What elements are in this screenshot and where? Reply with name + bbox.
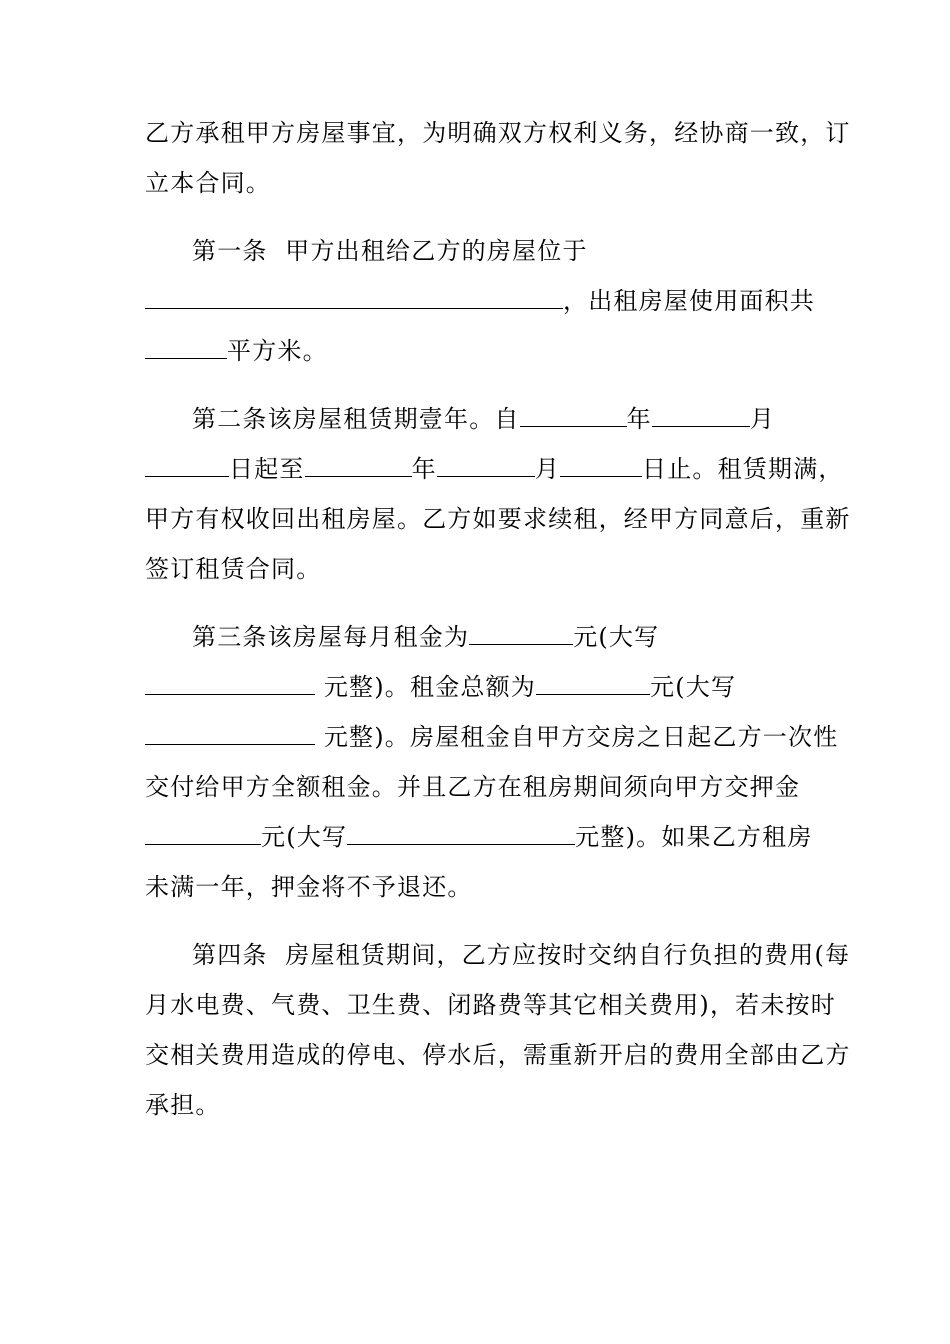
start-year-blank (520, 404, 627, 427)
intro-line-1: 乙方承租甲方房屋事宜，为明确双方权利义务，经协商一致，订 (145, 119, 851, 147)
article-2-text: 第二条该房屋租赁期壹年。自 (192, 405, 520, 433)
article-4-line-3: 交相关费用造成的停电、停水后，需重新开启的费用全部由乙方 (145, 1041, 851, 1069)
article-3-text: 元整)。房屋租金自甲方交房之日起乙方一次性 (315, 723, 839, 751)
article-3-line-6: 未满一年，押金将不予退还。 (145, 873, 473, 901)
article-2-line-3: 甲方有权收回出租房屋。乙方如要求续租，经甲方同意后，重新 (145, 505, 851, 533)
start-month-blank (652, 404, 750, 427)
article-2-text: 月 (534, 455, 561, 483)
article-2-text: 月 (749, 405, 776, 433)
deposit-blank (145, 822, 261, 845)
total-rent-words-blank (145, 722, 315, 745)
article-1-line-3 (145, 336, 328, 366)
article-1-line-1: 第一条 甲方出租给乙方的房屋位于 (192, 237, 588, 265)
article-4-line-4: 承担。 (145, 1091, 221, 1119)
end-day-blank (560, 454, 642, 477)
total-rent-blank (536, 672, 650, 695)
article-3-text: 元(大写 (650, 673, 737, 701)
end-month-blank (437, 454, 535, 477)
article-1-text: ，出租房屋使用面积共 (563, 287, 815, 315)
article-2-text: 日起至 (229, 455, 305, 483)
article-1-text: 平方米。 (227, 337, 328, 365)
intro-line-2: 立本合同。 (145, 169, 271, 197)
article-4-line-2: 月水电费、气费、卫生费、闭路费等其它相关费用)，若未按时 (145, 991, 836, 1019)
article-2-line-4: 签订租赁合同。 (145, 555, 322, 583)
article-1-line-2 (145, 286, 815, 316)
article-2-text: 年 (626, 405, 652, 433)
end-year-blank (305, 454, 412, 477)
article-3-line-5 (145, 822, 813, 852)
article-3-text: 元整)。租金总额为 (315, 673, 536, 701)
address-blank (145, 286, 563, 309)
article-2-line-2 (145, 454, 844, 484)
article-3-text: 元(大写 (573, 623, 660, 651)
article-3-line-1 (192, 622, 659, 652)
article-3-text: 第三条该房屋每月租金为 (192, 623, 470, 651)
article-3-line-4: 交付给甲方全额租金。并且乙方在租房期间须向甲方交押金 (145, 773, 801, 801)
article-2-text: 日止。租赁期满， (642, 455, 844, 483)
deposit-words-blank (347, 822, 575, 845)
start-day-blank (145, 454, 229, 477)
article-3-text: 元整)。如果乙方租房 (575, 823, 813, 851)
article-3-line-2 (145, 672, 736, 702)
article-4-line-1: 第四条 房屋租赁期间，乙方应按时交纳自行负担的费用(每 (192, 941, 851, 969)
article-3-line-3 (145, 722, 838, 752)
monthly-rent-blank (469, 622, 573, 645)
article-2-text: 年 (411, 455, 437, 483)
monthly-rent-words-blank (145, 672, 315, 695)
article-2-line-1 (192, 404, 775, 434)
area-blank (145, 336, 227, 359)
article-3-text: 元(大写 (261, 823, 348, 851)
